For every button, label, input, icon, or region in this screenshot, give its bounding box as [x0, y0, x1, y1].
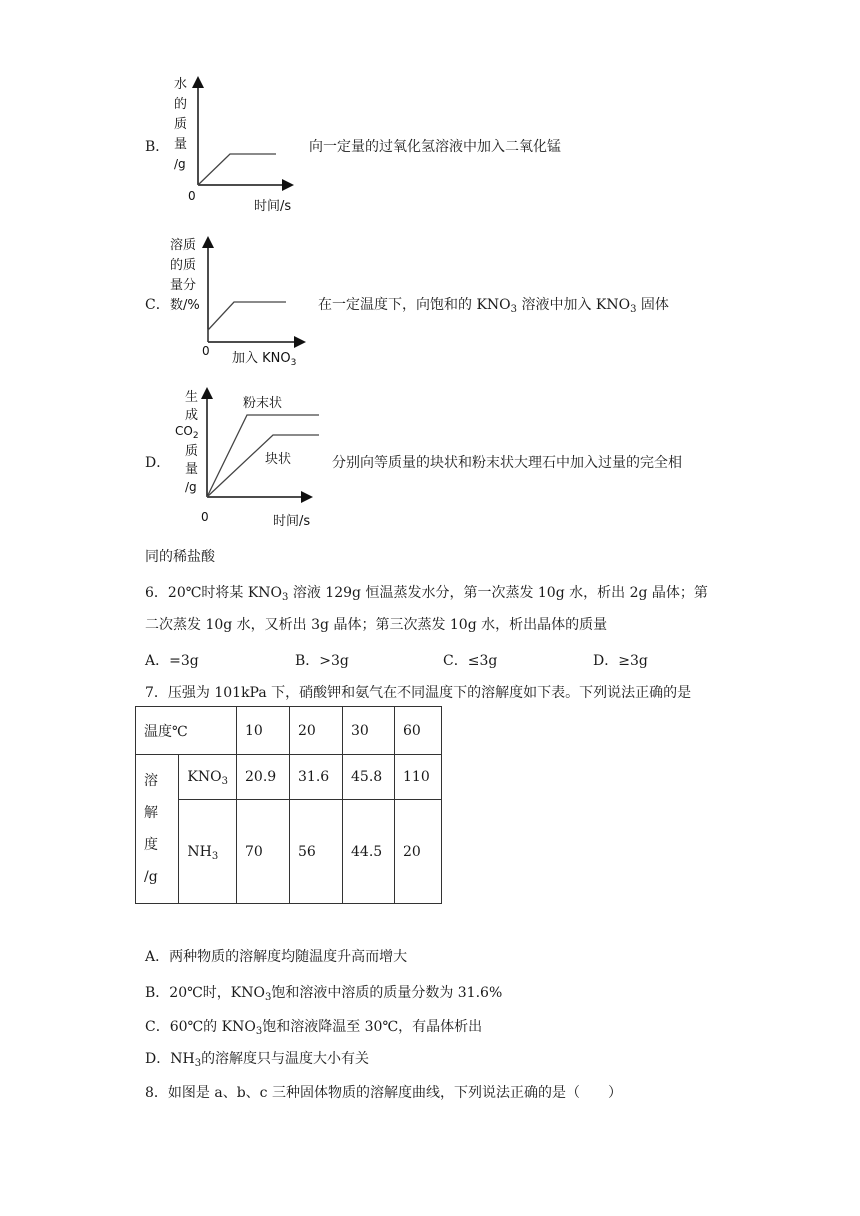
option-b-description: 向一定量的过氧化氢溶液中加入二氧化锰: [309, 139, 561, 155]
curve-lump: [207, 435, 319, 497]
row-group-solubility: 溶 解 度 /g: [136, 755, 179, 904]
header-temp-cell: 20: [290, 707, 343, 755]
y-label-char: 质: [174, 117, 188, 132]
x-axis-label: 时间/s: [273, 514, 311, 529]
option-d-description-cont: 同的稀盐酸: [145, 549, 215, 565]
y-label-co2: $CO_2$: [175, 424, 199, 441]
q6-option-c: C．≤3g: [443, 653, 498, 669]
q6-stem-line2: 二次蒸发 10g 水，又析出 3g 晶体；第三次蒸发 10g 水，析出晶体的质量: [145, 617, 608, 633]
q7-option-d: D．$NH_3$的溶解度只与温度大小有关: [145, 1051, 370, 1069]
q7-option-c: C．60℃的 $KNO_3$饱和溶液降温至 30℃，有晶体析出: [145, 1019, 483, 1037]
origin-label: 0: [188, 189, 196, 203]
q6-option-d: D．≥3g: [593, 653, 648, 669]
table-cell: 45.8: [343, 755, 395, 800]
x-axis-label: 加入 $KNO_3$: [232, 351, 297, 368]
table-cell: 110: [395, 755, 442, 800]
y-label-line: 数/%: [170, 298, 200, 313]
graph-b-water-mass-vs-time: [160, 70, 310, 220]
curve-powder: [207, 415, 319, 497]
q6-option-a: A．=3g: [145, 653, 199, 669]
option-letter-c: C．: [145, 297, 170, 313]
graph-c-mass-fraction-vs-kno3: [160, 232, 330, 372]
q6-option-b: B．>3g: [295, 653, 349, 669]
q7-option-a: A．两种物质的溶解度均随温度升高而增大: [145, 949, 408, 965]
table-cell: 56: [290, 800, 343, 904]
y-label-char: 量: [174, 137, 188, 152]
option-c-description: 在一定温度下，向饱和的 $KNO_3$ 溶液中加入 $KNO_3$ 固体: [318, 297, 669, 315]
row-label-kno3: $KNO_3$: [179, 755, 237, 800]
curve-label-lump: 块状: [265, 452, 292, 467]
origin-label: 0: [201, 510, 209, 524]
y-label-unit: /g: [185, 480, 197, 494]
y-label-char: 的: [174, 97, 188, 112]
table-cell: 44.5: [343, 800, 395, 904]
y-label-char: 量: [185, 462, 199, 477]
table-cell: 20: [395, 800, 442, 904]
q7-option-b: B．20℃时，$KNO_3$饱和溶液中溶质的质量分数为 31.6%: [145, 985, 503, 1003]
y-label-unit: /g: [174, 157, 186, 171]
header-temperature: 温度℃: [136, 707, 237, 755]
header-temp-cell: 30: [343, 707, 395, 755]
y-label-char: 生: [185, 390, 199, 405]
q6-stem-line1: 6．20℃时将某 $KNO_3$ 溶液 129g 恒温蒸发水分，第一次蒸发 10g 水，析出 2g 晶体；第: [145, 585, 708, 603]
y-label-line: 溶质: [170, 238, 197, 253]
table-row: [136, 800, 442, 904]
graph-d-co2-mass-vs-time: [165, 385, 335, 530]
q8-stem: 8．如图是 a、b、c 三种固体物质的溶解度曲线，下列说法正确的是（ ）: [145, 1085, 622, 1101]
option-letter-d: D．: [145, 455, 171, 471]
option-letter-b: B．: [145, 139, 170, 155]
q7-stem: 7．压强为 101kPa 下，硝酸钾和氨气在不同温度下的溶解度如下表。下列说法正确的是: [145, 685, 692, 701]
solubility-table: [135, 706, 442, 904]
y-label-char: 水: [174, 77, 188, 92]
curve-label-powder: 粉末状: [243, 396, 283, 411]
curve-mass-fraction: [208, 302, 286, 342]
header-temp-cell: 10: [237, 707, 290, 755]
header-temp-cell: 60: [395, 707, 442, 755]
table-cell: 31.6: [290, 755, 343, 800]
y-label-char: 成: [185, 408, 199, 423]
x-axis-label: 时间/s: [254, 199, 292, 214]
y-label-line: 量分: [170, 278, 197, 293]
table-row: [136, 755, 442, 800]
table-cell: 20.9: [237, 755, 290, 800]
y-label-line: 的质: [170, 258, 197, 273]
curve-water-mass: [198, 154, 276, 185]
table-header-row: [136, 707, 442, 755]
y-label-char: 质: [185, 444, 199, 459]
table-cell: 70: [237, 800, 290, 904]
origin-label: 0: [202, 344, 210, 358]
option-d-description: 分别向等质量的块状和粉末状大理石中加入过量的完全相: [332, 455, 682, 471]
row-label-nh3: $NH_3$: [179, 800, 237, 904]
